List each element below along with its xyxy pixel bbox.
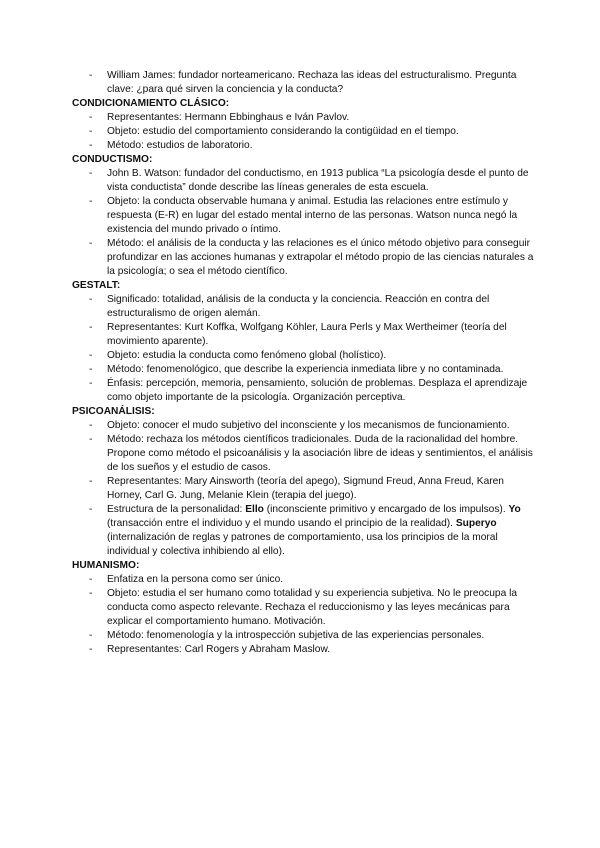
item-text: Método: el análisis de la conducta y las relaciones es el único método objetivo para conseguir profundizar en las acciones humanas y extrapolar el método propio de las ciencias naturales a la psicología; o sea el método científico.	[107, 238, 534, 277]
bullet-dash: -	[89, 126, 93, 137]
bullet-dash: -	[89, 364, 93, 375]
bullet-dash: -	[89, 420, 93, 431]
item-text: (inconsciente primitivo y encargado de los impulsos).	[263, 504, 509, 515]
bullet-dash: -	[89, 168, 93, 179]
bullet-dash: -	[89, 644, 93, 655]
item-text: Significado: totalidad, análisis de la conducta y la conciencia. Reacción en contra del estructuralismo de origen alemán.	[107, 294, 490, 319]
item-text: Objeto: estudia la conducta como fenómeno global (holístico).	[107, 350, 387, 361]
bullet-dash: -	[89, 294, 93, 305]
item-text: Representantes: Mary Ainsworth (teoría del apego), Sigmund Freud, Anna Freud, Karen Horney, Carl G. Jung, Melanie Klein (terapia del juego).	[107, 476, 504, 501]
item-text: Objeto: estudia el ser humano como totalidad y su experiencia subjetiva. No le preocupa la conducta como aspecto relevante. Rechaza el reduccionismo y las leyes mecánicas para explicar el comportamiento humano. Motivación.	[107, 588, 518, 627]
list-item	[72, 433, 540, 475]
item-text: Método: fenomenología y la introspección subjetiva de las experiencias personales.	[107, 630, 485, 641]
list-item	[72, 139, 540, 153]
bullet-dash: -	[89, 630, 93, 641]
psicoanalisis-list	[72, 419, 540, 559]
list-item	[72, 377, 540, 405]
list-item	[72, 475, 540, 503]
list-item	[72, 237, 540, 279]
section-heading-humanismo: HUMANISMO:	[72, 560, 140, 571]
item-text: Estructura de la personalidad:	[107, 504, 246, 515]
item-text: Método: fenomenológico, que describe la experiencia inmediata libre y no contaminada.	[107, 364, 504, 375]
item-text: Énfasis: percepción, memoria, pensamiento, solución de problemas. Desplaza el aprendizaje como objeto importante de la psicología. Organización perceptiva.	[107, 378, 528, 403]
term-ello: Ello	[245, 504, 264, 515]
item-text: Representantes: Carl Rogers y Abraham Maslow.	[107, 644, 331, 655]
item-text: Objeto: conocer el mudo subjetivo del inconsciente y los mecanismos de funcionamiento.	[107, 420, 510, 431]
section-heading-gestalt: GESTALT:	[72, 280, 121, 291]
list-item	[72, 573, 540, 587]
list-item	[72, 167, 540, 195]
section-heading-psicoanalisis: PSICOANÁLISIS:	[72, 406, 155, 417]
item-text: Objeto: la conducta observable humana y animal. Estudia las relaciones entre estímulo y respuesta (E-R) en lugar del estado mental interno de las personas. Watson nunca negó la existencia del mundo privado o íntimo.	[107, 196, 518, 235]
item-text: Método: estudios de laboratorio.	[107, 140, 253, 151]
section-heading-condicionamiento: CONDICIONAMIENTO CLÁSICO:	[72, 98, 230, 109]
bullet-dash: -	[89, 476, 93, 487]
bullet-dash: -	[89, 588, 93, 599]
list-item	[72, 643, 540, 657]
bullet-dash: -	[89, 140, 93, 151]
item-text: John B. Watson: fundador del conductismo, en 1913 publica “La psicología desde el punto de vista conductista” donde describe las líneas generales de esta escuela.	[107, 168, 529, 193]
list-item	[72, 629, 540, 643]
list-item	[72, 195, 540, 237]
bullet-dash: -	[89, 574, 93, 585]
bullet-dash: -	[89, 350, 93, 361]
bullet-dash: -	[89, 434, 93, 445]
list-item	[72, 125, 540, 139]
bullet-dash: -	[89, 112, 93, 123]
bullet-dash: -	[89, 378, 93, 389]
list-item	[72, 293, 540, 321]
funcionalismo-list	[72, 69, 540, 97]
list-item	[72, 349, 540, 363]
bullet-dash: -	[89, 70, 93, 81]
section-heading-conductismo: CONDUCTISMO:	[72, 154, 153, 165]
item-text: Representantes: Kurt Koffka, Wolfgang Köhler, Laura Perls y Max Wertheimer (teoría del movimiento aparente).	[107, 322, 507, 347]
item-text: Enfatiza en la persona como ser único.	[107, 574, 284, 585]
item-text: Objeto: estudio del comportamiento considerando la contigüidad en el tiempo.	[107, 126, 459, 137]
item-text: Representantes: Hermann Ebbinghaus e Iván Pavlov.	[107, 112, 350, 123]
list-item	[72, 363, 540, 377]
term-yo: Yo	[508, 504, 521, 515]
gestalt-list	[72, 293, 540, 405]
item-text: William James: fundador norteamericano. Rechaza las ideas del estructuralismo. Pregunta clave: ¿para qué sirven la conciencia y la conducta?	[107, 70, 517, 95]
term-superyo: Superyo	[455, 518, 497, 529]
list-item	[72, 321, 540, 349]
bullet-dash: -	[89, 196, 93, 207]
bullet-dash: -	[89, 504, 93, 515]
condicionamiento-list	[72, 111, 540, 153]
bullet-dash: -	[89, 238, 93, 249]
list-item	[72, 111, 540, 125]
list-item	[72, 419, 540, 433]
conductismo-list	[72, 167, 540, 279]
list-item	[72, 503, 540, 559]
item-text: (transacción entre el individuo y el mundo usando el principio de la realidad).	[107, 518, 456, 529]
list-item	[72, 587, 540, 629]
item-text: (internalización de reglas y patrones de comportamiento, usa los principios de la moral individual y colectiva inhibiendo al ello).	[107, 532, 498, 557]
list-item	[72, 69, 540, 97]
humanismo-list	[72, 573, 540, 657]
bullet-dash: -	[89, 322, 93, 333]
item-text: Método: rechaza los métodos científicos tradicionales. Duda de la racionalidad del hombre. Propone como método el psicoanálisis y la asociación libre de ideas y sentimientos, el análisis de los sueños y el estudio de casos.	[107, 434, 533, 473]
